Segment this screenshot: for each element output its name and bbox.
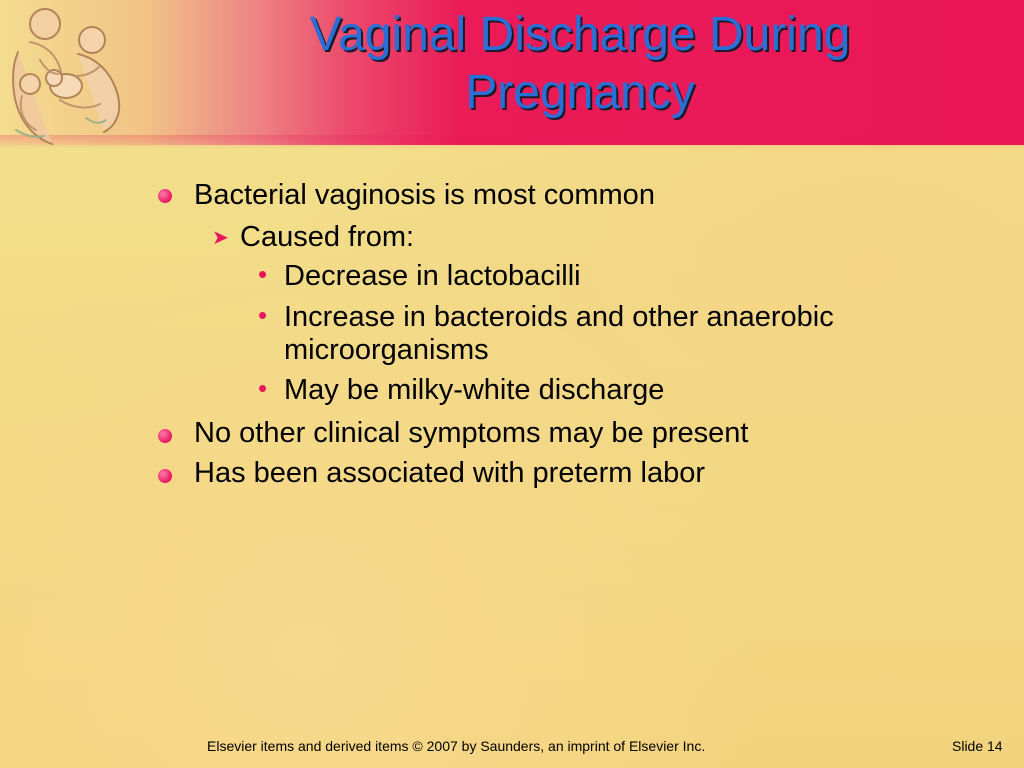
bullet-dot-icon [158,189,172,203]
family-illustration-icon [0,0,135,148]
list-item: Bacterial vaginosis is most common [194,179,655,211]
list-item: Caused from: [240,221,415,253]
arrow-bullet-icon: ➤ [212,227,229,249]
list-item: No other clinical symptoms may be present [194,417,749,449]
footer-copyright: Elsevier items and derived items © 2007 by Saunders, an imprint of Elsevier Inc. [207,738,706,754]
list-item: Increase in bacteroids and other anaerobic [284,301,834,333]
list-item-continuation: microorganisms [284,334,489,366]
slide-number: Slide 14 [952,738,1003,754]
dot-bullet-icon: • [258,300,268,330]
slide-title [160,6,1000,122]
title-line-1: Vaginal Discharge During [309,8,851,61]
list-item: Has been associated with preterm labor [194,457,705,489]
list-item: Decrease in lactobacilli [284,260,581,292]
title-line-2: Pregnancy [465,66,695,119]
dot-bullet-icon: • [258,373,268,403]
bullet-dot-icon [158,469,172,483]
header-fade [0,135,1024,149]
list-item: May be milky-white discharge [284,374,665,406]
bullet-dot-icon [158,429,172,443]
dot-bullet-icon: • [258,259,268,289]
